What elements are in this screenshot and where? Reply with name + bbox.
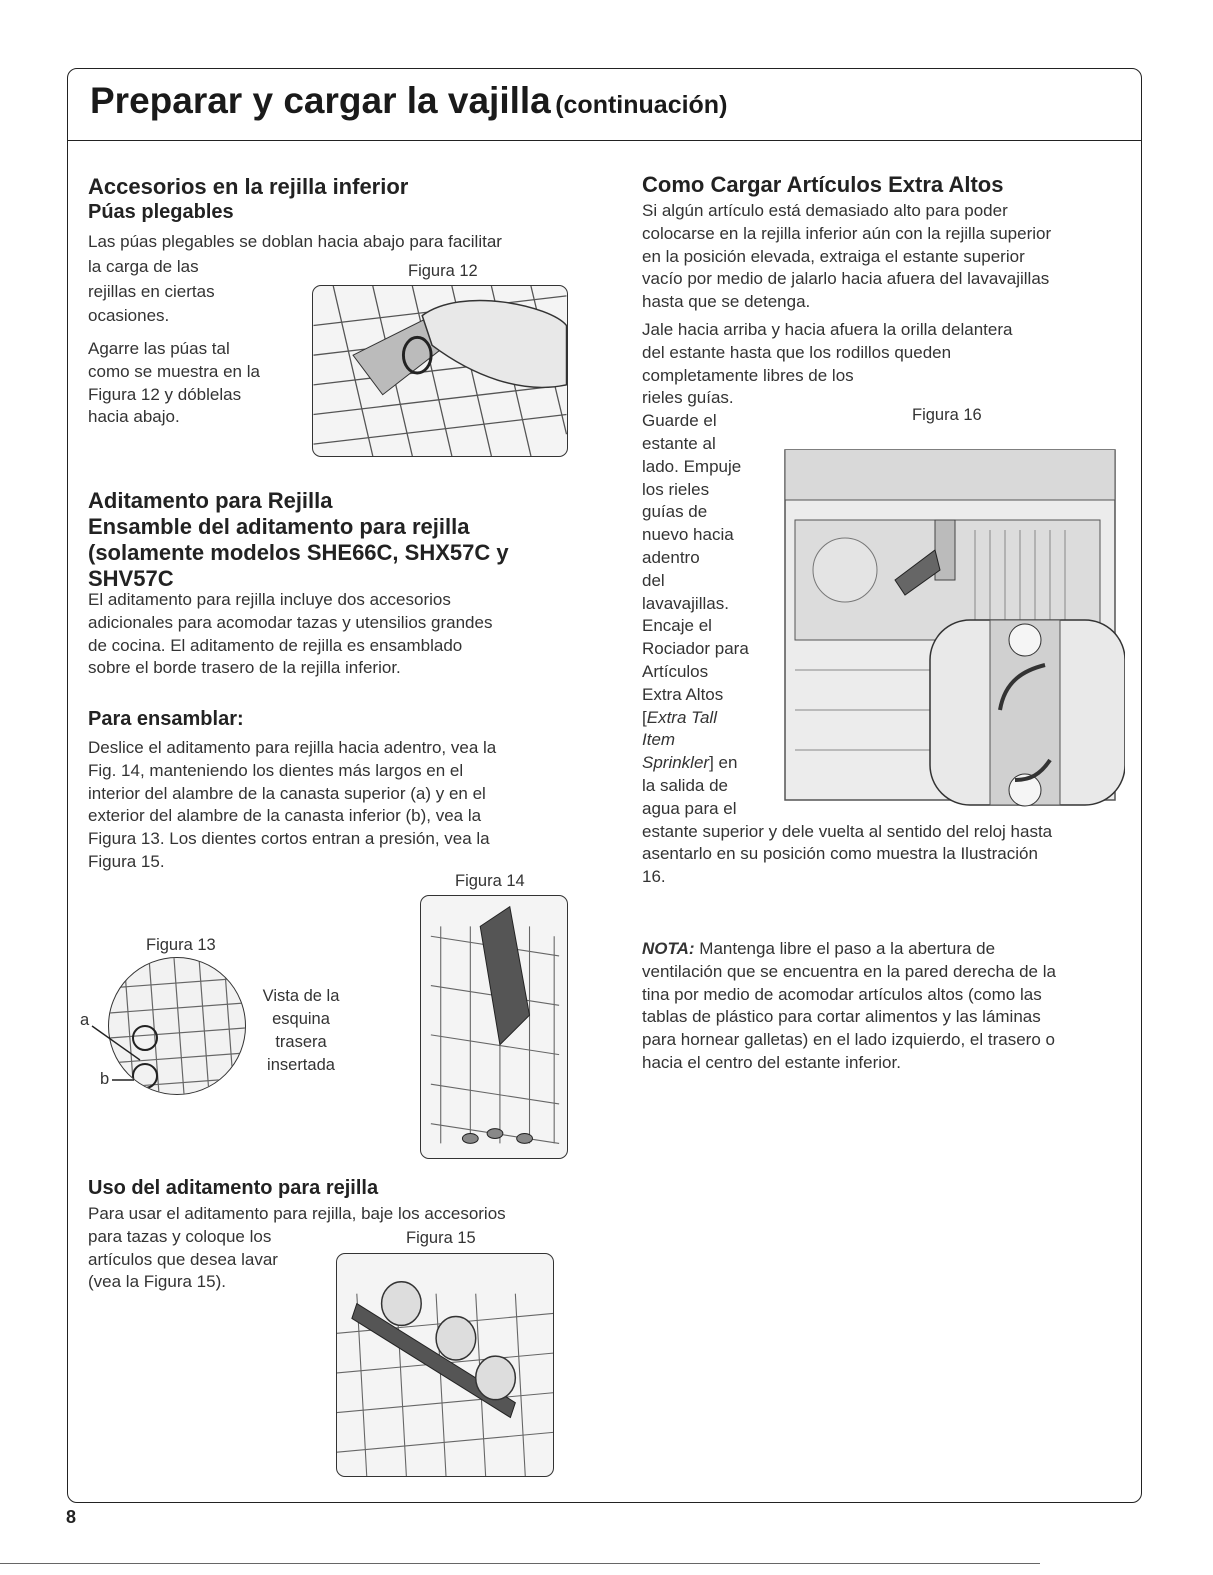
heading-accesorios: Accesorios en la rejilla inferior [88, 174, 409, 199]
text-line: Figura 15. [88, 851, 165, 871]
note-label: NOTA: [642, 939, 695, 958]
rack-tines-drawing [313, 286, 567, 456]
title-main: Preparar y cargar la vajilla [90, 80, 551, 121]
puas-instruction [88, 338, 260, 429]
text-line: Las púas plegables se doblan hacia abajo para facilitar [88, 232, 502, 251]
text-line: para tazas y coloque los [88, 1226, 272, 1246]
text-line: adicionales para acomodar tazas y utensilios grandes [88, 612, 493, 632]
text-line: SHV57C [88, 566, 174, 591]
figure-13-description [251, 985, 351, 1077]
figure-14-caption: Figura 14 [455, 872, 525, 890]
text-line: Rociador para [642, 639, 749, 659]
text-line: estante al [642, 433, 716, 453]
pointer-lines [88, 1020, 168, 1090]
label-b: b [100, 1070, 110, 1088]
label-a: a [80, 1011, 90, 1029]
text-line: ocasiones. [88, 306, 170, 326]
text-line: de cocina. El aditamento de rejilla es ensamblado [88, 635, 463, 655]
bracket-open: [ [642, 707, 647, 727]
text-line: para hornear galletas) en el lado izquierdo, el trasero o [642, 1030, 1055, 1050]
ensamblar-paragraph [88, 737, 496, 874]
title-rule [68, 140, 1141, 141]
subheading-puas: Púas plegables [88, 201, 234, 223]
text-line: sobre el borde trasero de la rejilla inferior. [88, 658, 401, 678]
nota-paragraph [642, 938, 1056, 1075]
text-line: tablas de plástico para cortar alimentos y las láminas [642, 1007, 1041, 1027]
text-line: la carga de las [88, 256, 199, 276]
figure-16-illustration [775, 440, 1125, 812]
text-line: Para usar el aditamento para rejilla, baje los accesorios [88, 1204, 506, 1223]
text-line: artículos que desea lavar [88, 1249, 278, 1269]
figure-16-caption: Figura 16 [912, 406, 982, 424]
text-line: exterior del alambre de la canasta inferior (b), vea la [88, 806, 482, 826]
text-line: Encaje el [642, 616, 712, 636]
text-line: en la posición elevada, extraiga el estante superior [642, 246, 1025, 266]
text-line: El aditamento para rejilla incluye dos accesorios [88, 590, 451, 609]
text-line: los rieles [642, 479, 710, 499]
text-line: esquina [272, 1010, 330, 1028]
bottom-rule [0, 1563, 1040, 1564]
text-line: interior del alambre de la canasta superior (a) y en el [88, 783, 486, 803]
text-line: Guarde el [642, 411, 717, 431]
text-line: como se muestra en la [88, 361, 260, 381]
text-line: nuevo hacia [642, 525, 734, 545]
italic-term: Sprinkler [642, 753, 710, 773]
page-number: 8 [66, 1507, 77, 1527]
text-line: estante superior y dele vuelta al sentido del reloj hasta [642, 821, 1053, 841]
text-line: agua para el [642, 798, 737, 818]
figure-13-caption: Figura 13 [146, 936, 216, 954]
text-line: del [642, 570, 665, 590]
text-line: guías de [642, 502, 708, 522]
text-line: (vea la Figura 15). [88, 1272, 226, 1292]
text-line: lado. Empuje [642, 456, 742, 476]
extra-altos-paragraph-1 [642, 200, 1051, 314]
heading-extra-altos: Como Cargar Artículos Extra Altos [642, 172, 1004, 197]
note-first: Mantenga libre el paso a la abertura de [694, 939, 996, 958]
text-line: insertada [267, 1056, 335, 1074]
text-line: Fig. 14, manteniendo los dientes más largos en el [88, 760, 464, 780]
text-line [642, 938, 1056, 961]
text-line: Jale hacia arriba y hacia afuera la orilla delantera [642, 320, 1013, 339]
text-line: hacia abajo. [88, 407, 180, 427]
text-line: colocarse en la rejilla inferior aún con la rejilla superior [642, 223, 1052, 243]
text-line: (solamente modelos SHE66C, SHX57C y [88, 540, 509, 565]
page-title [90, 80, 727, 122]
text-line: completamente libres de los [642, 365, 854, 385]
text-line: rejillas en ciertas [88, 281, 215, 301]
heading-aditamento: Aditamento para Rejilla [88, 488, 333, 513]
figure-15-caption: Figura 15 [406, 1229, 476, 1247]
text-line: vacío por medio de jalarlo hacia afuera del lavavajillas [642, 269, 1050, 289]
figure-12-caption: Figura 12 [408, 262, 478, 280]
bracket-close: ] en [709, 753, 738, 773]
text-line: Extra Altos [642, 684, 724, 704]
aditamento-paragraph [88, 589, 492, 680]
text-line: Ensamble del aditamento para rejilla [88, 514, 470, 539]
title-sub: (continuación) [555, 91, 728, 119]
text-line: 16. [642, 867, 666, 887]
text-line: Si algún artículo está demasiado alto para poder [642, 201, 1008, 220]
text-line: Vista de la [262, 987, 340, 1005]
figure-14-illustration [420, 895, 568, 1159]
subheading-ensamble [88, 514, 509, 592]
heading-uso: Uso del aditamento para rejilla [88, 1177, 379, 1199]
text-line: hacia el centro del estante inferior. [642, 1052, 901, 1072]
text-line: trasera [275, 1033, 327, 1051]
text-line: tina por medio de acomodar artículos altos (como las [642, 984, 1042, 1004]
text-line: asentarlo en su posición como muestra la Ilustración [642, 844, 1038, 864]
text-line: rieles guías. [642, 388, 734, 408]
figure-12-illustration [312, 285, 568, 457]
dishwasher-tub-drawing [775, 440, 1125, 812]
cups-on-rack-drawing [337, 1254, 553, 1476]
heading-ensamblar: Para ensamblar: [88, 708, 244, 730]
text-line: Deslice el aditamento para rejilla hacia adentro, vea la [88, 738, 497, 757]
text-line: la salida de [642, 775, 729, 795]
italic-term: Extra Tall [646, 707, 717, 727]
rack-insert-drawing [421, 896, 567, 1158]
text-line: del estante hasta que los rodillos queden [642, 342, 952, 362]
text-line: Figura 13. Los dientes cortos entran a presión, vea la [88, 829, 490, 849]
text-line: lavavajillas. [642, 593, 729, 613]
text-line: Artículos [642, 661, 709, 681]
text-line: Figura 12 y dóblelas [88, 384, 242, 404]
text-line: adentro [642, 547, 700, 567]
text-line: hasta que se detenga. [642, 292, 811, 312]
italic-term: Item [642, 730, 676, 750]
text-line: ventilación que se encuentra en la pared derecha de la [642, 961, 1056, 981]
text-line: Agarre las púas tal [88, 339, 230, 358]
figure-15-illustration [336, 1253, 554, 1477]
